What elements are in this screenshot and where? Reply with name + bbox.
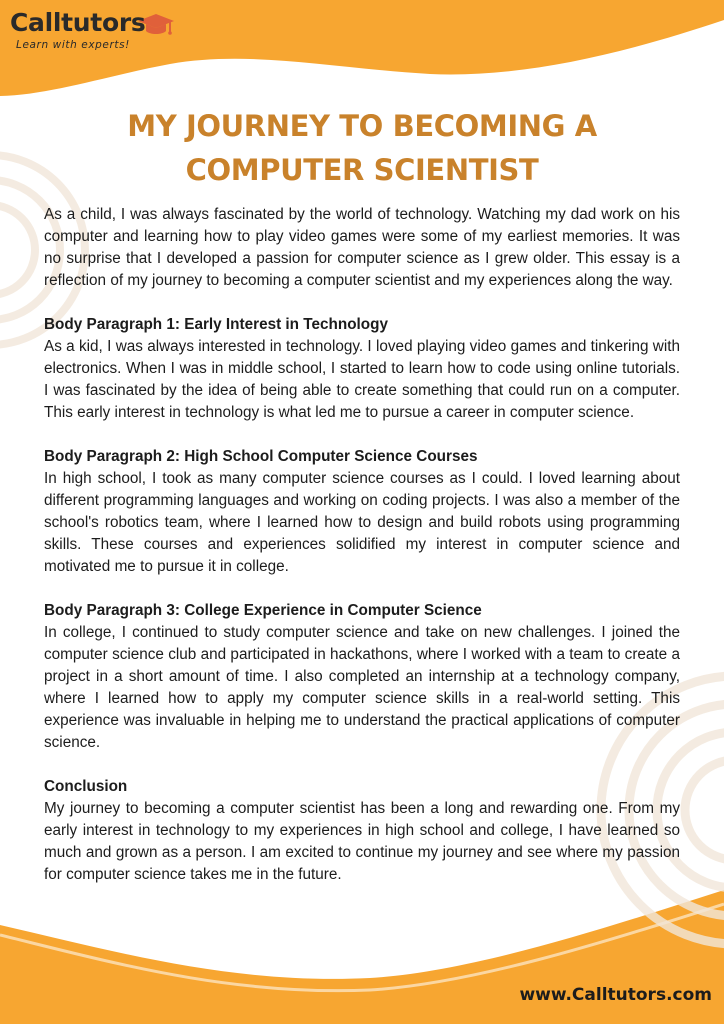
essay-body [44, 204, 680, 886]
section-paragraph: My journey to becoming a computer scientist has been a long and rewarding one. From my early interest in technology to my experiences in high school and college, I have learned so much and grown as a person. I am excited to continue my journey and see where my passion for computer science takes me in the future. [44, 800, 680, 883]
section-heading: Body Paragraph 1: Early Interest in Technology [44, 316, 388, 333]
section-heading: Body Paragraph 3: College Experience in Computer Science [44, 602, 482, 619]
section-paragraph: In high school, I took as many computer science courses as I could. I loved learning about different programming languages and working on coding projects. I was also a member of the school's robotics team, where I learned how to design and build robots using programming skills. These courses and experiences solidified my interest in computer science and motivated me to pursue it in college. [44, 470, 680, 575]
website-link[interactable]: www.Calltutors.com [519, 985, 712, 1005]
title-line-1: MY JOURNEY TO BECOMING A [127, 109, 597, 143]
title-line-2: COMPUTER SCIENTIST [185, 153, 539, 187]
brand-tagline: Learn with experts! [16, 39, 130, 51]
section-heading: Body Paragraph 2: High School Computer Science Courses [44, 448, 478, 465]
page-title [40, 104, 684, 192]
intro-paragraph: As a child, I was always fascinated by the world of technology. Watching my dad work on his computer and learning how to play video games were some of my earliest memories. It was no surprise that I developed a passion for computer science as I grew older. This essay is a reflection of my journey to becoming a computer scientist and my experiences along the way. [44, 206, 680, 289]
brand-name: Calltutors [10, 8, 146, 37]
section-heading: Conclusion [44, 778, 128, 795]
section-paragraph: As a kid, I was always interested in technology. I loved playing video games and tinkering with electronics. When I was in middle school, I started to learn how to code using online tutorials. I was fascinated by the idea of being able to create something that could run on a computer. This early interest in technology is what led me to pursue a career in computer science. [44, 338, 680, 421]
brand-logo[interactable] [10, 8, 145, 52]
section-paragraph: In college, I continued to study computer science and take on new challenges. I joined the computer science club and participated in hackathons, where I worked with a team to create a project in a short amount of time. I also completed an internship at a technology company, where I learned how to apply my computer science skills in a real-world setting. This experience was invaluable in helping me to understand the practical applications of computer science. [44, 624, 680, 751]
